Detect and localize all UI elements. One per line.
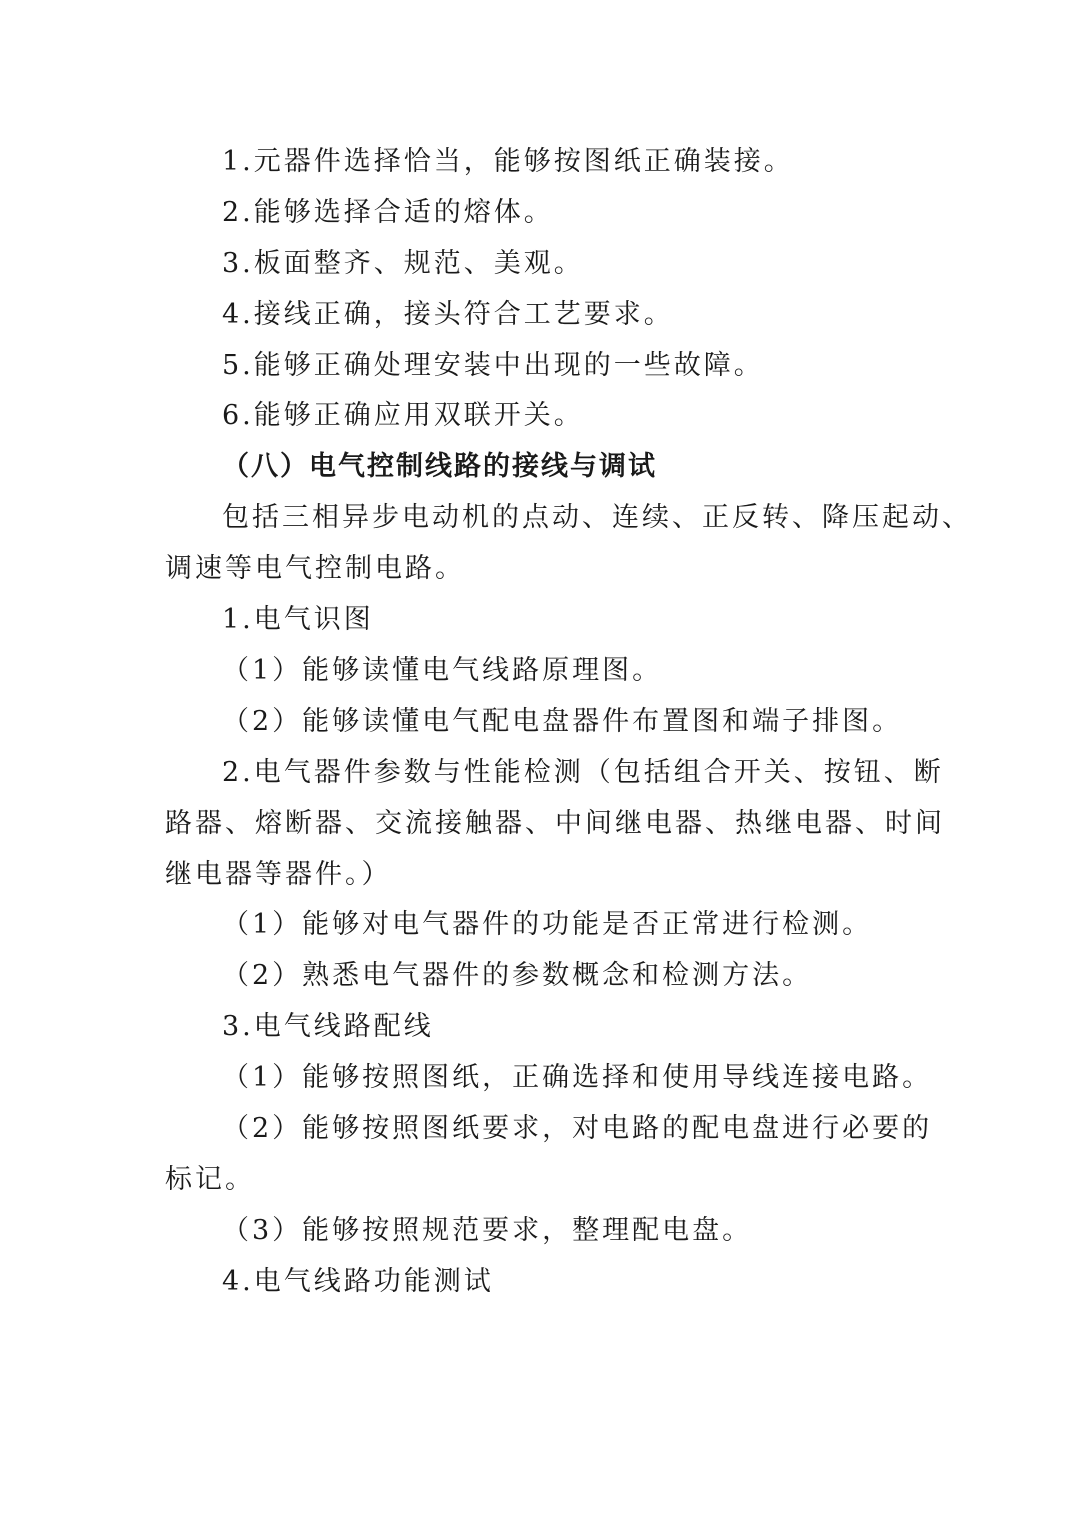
text-line-18: （1）能够按照图纸，正确选择和使用导线连接电路。: [222, 1062, 933, 1093]
text-line-21: （3）能够按照规范要求，整理配电盘。: [222, 1215, 753, 1246]
text-line-4: 4.接线正确，接头符合工艺要求。: [222, 299, 674, 330]
text-line-1: 1.元器件选择恰当，能够按图纸正确装接。: [222, 146, 794, 177]
text-line-8: 调速等电气控制电路。: [165, 553, 465, 584]
text-line-12: 2.电气器件参数与性能检测（包括组合开关、按钮、断: [222, 757, 944, 788]
text-line-7: 包括三相异步电动机的点动、连续、正反转、降压起动、: [222, 502, 972, 533]
text-line-14: 继电器等器件。）: [165, 859, 392, 890]
text-line-3: 3.板面整齐、规范、美观。: [222, 248, 584, 279]
text-line-6: 6.能够正确应用双联开关。: [222, 400, 584, 431]
text-line-19: （2）能够按照图纸要求，对电路的配电盘进行必要的: [222, 1113, 933, 1144]
text-line-15: （1）能够对电气器件的功能是否正常进行检测。: [222, 909, 873, 940]
text-line-11: （2）能够读懂电气配电盘器件布置图和端子排图。: [222, 706, 903, 737]
text-line-17: 3.电气线路配线: [222, 1011, 434, 1042]
text-line-2: 2.能够选择合适的熔体。: [222, 197, 554, 228]
text-line-13: 路器、熔断器、交流接触器、中间继电器、热继电器、时间: [165, 808, 945, 839]
text-line-5: 5.能够正确处理安装中出现的一些故障。: [222, 350, 764, 381]
text-line-10: （1）能够读懂电气线路原理图。: [222, 655, 663, 686]
text-line-20: 标记。: [165, 1164, 255, 1195]
text-line-9: 1.电气识图: [222, 604, 374, 635]
text-line-16: （2）熟悉电气器件的参数概念和检测方法。: [222, 960, 813, 991]
text-line-22: 4.电气线路功能测试: [222, 1266, 494, 1297]
section-heading: （八）电气控制线路的接线与调试: [222, 451, 657, 482]
